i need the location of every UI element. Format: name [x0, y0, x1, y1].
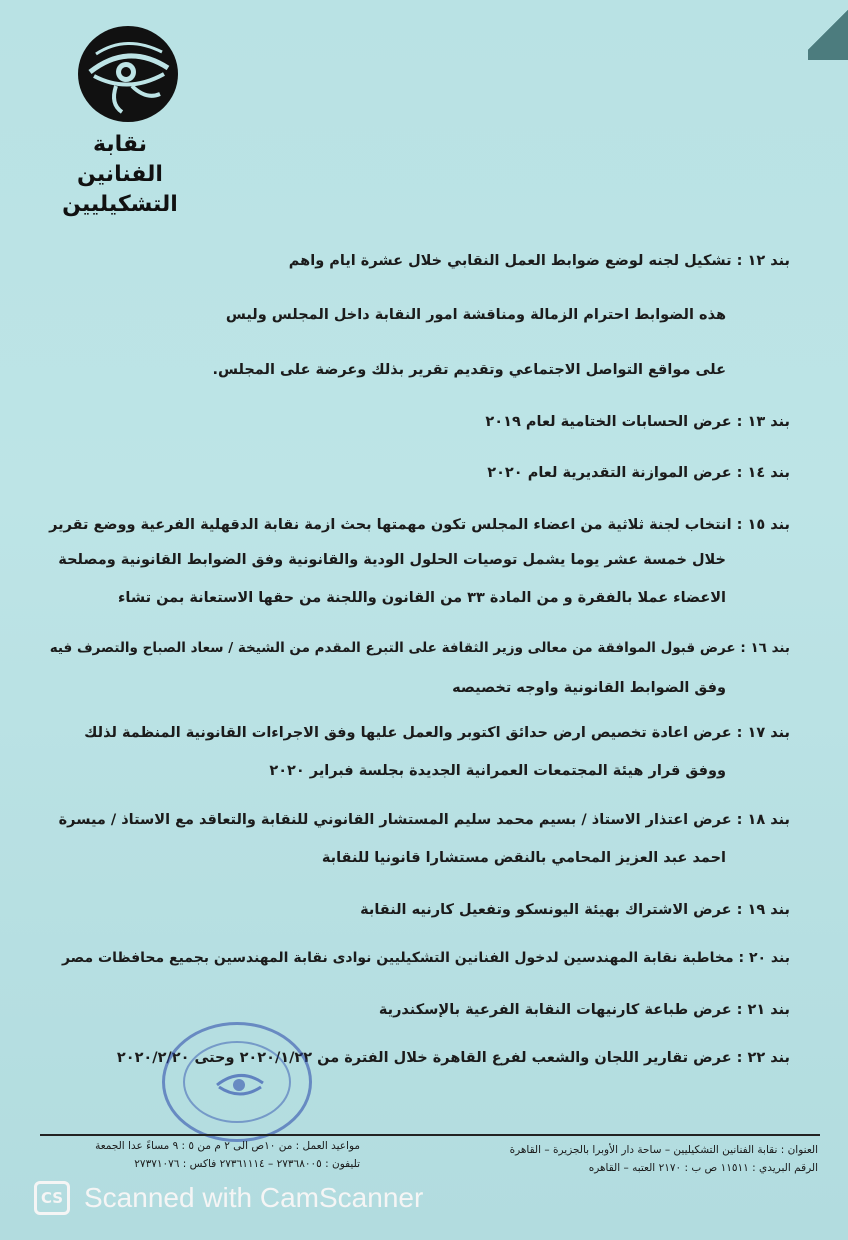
item-13: بند ١٣ : عرض الحسابات الختامية لعام ٢٠١٩	[485, 414, 790, 430]
item-19: بند ١٩ : عرض الاشتراك بهيئة اليونسكو وتفعيل كارنيه النقابة	[360, 902, 790, 918]
stamp-eye-icon	[213, 1065, 267, 1105]
item-20: بند ٢٠ : مخاطبة نقابة المهندسين لدخول الفنانين التشكيليين نوادى نقابة المهندسين بجميع محافظات مصر	[61, 950, 790, 966]
footer-hours: مواعيد العمل : من ١٠ص الى ٢ م من ٥ : ٩ مساءً عدا الجمعة	[95, 1140, 360, 1152]
item-12-line-2: هذه الضوابط احترام الزمالة ومناقشة امور النقابة داخل المجلس وليس	[225, 307, 726, 323]
footer-divider	[40, 1134, 820, 1136]
item-21: بند ٢١ : عرض طباعة كارنيهات النقابة الفرعية بالإسكندرية	[378, 1002, 790, 1018]
item-12-line-1: بند ١٢ : تشكيل لجنه لوضع ضوابط العمل النقابي خلال عشرة ايام واهم	[288, 253, 790, 269]
item-17-line-2: ووفق قرار هيئة المجتمعات العمرانية الجديدة بجلسة فبراير ٢٠٢٠	[269, 763, 726, 779]
item-16-line-1: بند ١٦ : عرض قبول الموافقة من معالى وزير الثقافة على التبرع المقدم من الشيخة / سعاد الصباح والتصرف فيه	[49, 640, 790, 656]
item-15-line-3: الاعضاء عملا بالفقرة و من المادة ٣٣ من القانون واللجنة من حقها الاستعانة بمن تشاء	[118, 590, 726, 606]
item-18-line-2: احمد عبد العزيز المحامي بالنقض مستشارا قانونيا للنقابة	[321, 850, 726, 866]
camscanner-label: Scanned with CamScanner	[84, 1182, 424, 1213]
item-18-line-1: بند ١٨ : عرض اعتذار الاستاذ / بسيم محمد سليم المستشار القانوني للنقابة والتعاقد مع الاستاذ / ميسرة	[58, 812, 790, 828]
item-12-line-3: على مواقع التواصل الاجتماعي وتقديم تقرير بذلك وعرضة على المجلس.	[212, 362, 726, 378]
footer-phones: تليفون : ٢٧٣٦٨٠٠٥ – ٢٧٣٦١١١٤ فاكس : ٢٧٣٧١٠٧٦	[134, 1158, 360, 1170]
footer-postal: الرقم البريدي : ١١٥١١ ص ب : ٢١٧٠ العتبه – القاهره	[588, 1162, 818, 1174]
footer-address: العنوان : نقابة الفنانين التشكيليين – ساحة دار الأوبرا بالجزيرة – القاهرة	[509, 1144, 818, 1156]
item-17-line-1: بند ١٧ : عرض اعادة تخصيص ارض حدائق اكتوبر والعمل عليها وفق الاجراءات القانونية المنظمة لذلك	[84, 725, 790, 741]
camscanner-icon: CS	[34, 1181, 70, 1215]
logo-line-2: الفنانين	[77, 162, 163, 187]
item-15-line-1: بند ١٥ : انتخاب لجنة ثلاثية من اعضاء المجلس تكون مهمتها بحث ازمة نقابة الدقهلية الفرعية ووضع تقرير	[49, 517, 790, 533]
item-22: بند ٢٢ : عرض تقارير اللجان والشعب لفرع القاهرة خلال الفترة من ٢٠٢٠/١/٢٢ وحتى ٢٠٢٠/٢/٢٠	[116, 1050, 790, 1066]
logo-line-1: نقابة	[93, 132, 147, 157]
item-15-line-2: خلال خمسة عشر يوما يشمل توصيات الحلول الودية والقانونية وفق الضوابط القانونية ومصلحة	[58, 552, 726, 568]
camscanner-watermark	[30, 1176, 530, 1220]
logo-line-3: التشكيليين	[62, 192, 178, 217]
item-16-line-2: وفق الضوابط القانونية واوجه تخصيصه	[452, 680, 726, 696]
union-stamp	[162, 1022, 312, 1142]
item-14: بند ١٤ : عرض الموازنة التقديرية لعام ٢٠٢٠	[487, 465, 790, 481]
